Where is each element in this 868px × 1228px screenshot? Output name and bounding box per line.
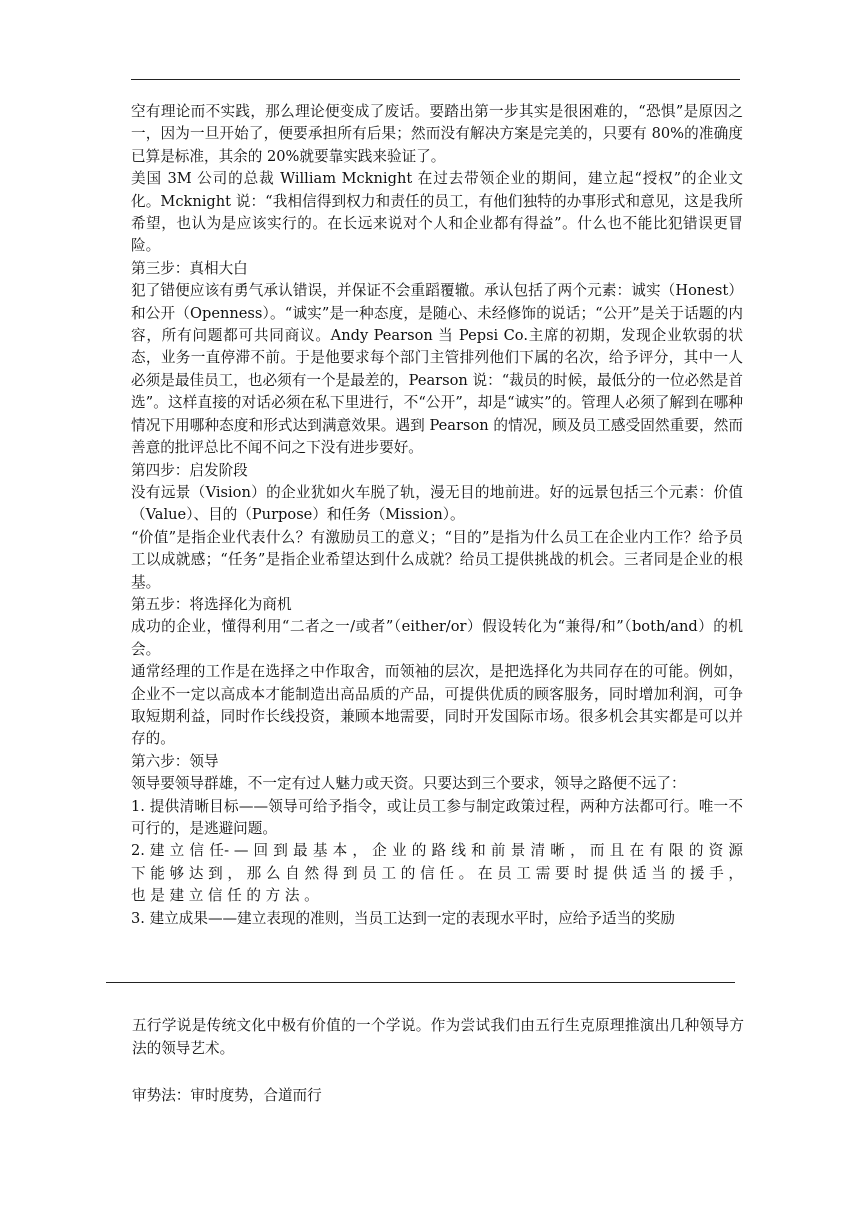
- paragraph-coexist-choices: 通常经理的工作是在选择之中作取舍，而领袖的层次，是把选择化为共同存在的可能。例如，企业不一定以高成本才能制造出高品质的产品，可提供优质的顾客服务，同时增加利润，可争取短期利益，同时作长线投资，兼顾本地需要，同时开发国际市场。很多机会其实都是可以并存的。: [131, 663, 743, 748]
- list-item-clear-goals: 1. 提供清晰目标——领导可给予指令，或让员工参与制定政策过程，两种方法都可行。唯一不可行的，是逃避问题。: [131, 797, 743, 837]
- five-elements-section: [132, 1015, 744, 1108]
- paragraph-3m-empowerment: 美国 3M 公司的总裁 William Mcknight 在过去带领企业的期间，建立起“授权”的企业文化。Mcknight 说：“我相信得到权力和责任的员工，有他们独特的办事形式和意见，这是我所希望，也认为是应该实行的。在长远来说对个人和企业都有得益”。什么也不能比犯错误更冒险。: [131, 170, 743, 255]
- paragraph-admit-mistakes: 犯了错便应该有勇气承认错误，并保证不会重蹈覆辙。承认包括了两个元素：诚实（Honest）和公开（Openness）。“诚实”是一种态度，是随心、未经修饰的说话；“公开”是关于话题的内容，所有问题都可共同商议。Andy Pearson 当 Pepsi Co.主席的初期，发现企业软弱的状态，业务一直停滞不前。于是他要求每个部门主管排列他们下属的名次，给予评分，其中一人必须是最佳员工，也必须有一个是最差的，Pearson 说：“裁员的时候，最低分的一位必然是首选”。这样直接的对话必须在私下里进行，不“公开”，却是“诚实”的。管理人必须了解到在哪种情况下用哪种态度和形式达到满意效果。遇到 Pearson 的情况，顾及员工感受固然重要，然而善意的批评总比不闻不问之下没有进步要好。: [131, 282, 743, 457]
- heading-step-three: 第三步：真相大白: [131, 259, 248, 277]
- list-item-build-results: 3. 建立成果——建立表现的准则，当员工达到一定的表现水平时，应给予适当的奖励: [131, 909, 675, 927]
- article-section: [131, 101, 743, 930]
- list-item-build-trust: 2. 建 立 信 任- — 回 到 最 基 本 ， 企 业 的 路 线 和 前 景 清 晰 ， 而 且 在 有 限 的 资 源 下 能 够 达 到 ， 那 么 自 然 得 到 员 工 的 信 任 。 在 员 工 需 要 时 提 供 适 当 的 援 手 ， 也 是 建 立 信 任 的 方 法 。: [131, 842, 743, 905]
- paragraph-value-purpose-mission: “价值”是指企业代表什么？有激励员工的意义；“目的”是指为什么员工在企业内工作？给予员工以成就感；“任务”是指企业希望达到什么成就？给员工提供挑战的机会。三者同是企业的根基。: [131, 528, 743, 591]
- header-rule: [131, 79, 740, 80]
- paragraph-five-elements-intro: 五行学说是传统文化中极有价值的一个学说。作为尝试我们由五行生克原理推演出几种领导方法的领导艺术。: [132, 1017, 744, 1057]
- paragraph-vision: 没有远景（Vision）的企业犹如火车脱了轨，漫无目的地前进。好的远景包括三个元素：价值（Value）、目的（Purpose）和任务（Mission）。: [131, 483, 743, 524]
- paragraph-theory-practice: 空有理论而不实践，那么理论便变成了废话。要踏出第一步其实是很困难的，“恐惧”是原因之一，因为一旦开始了，便要承担所有后果；然而没有解决方案是完美的，只要有 80%的准确度已算是标准，其余的 20%就要靠实践来验证了。: [131, 103, 743, 165]
- heading-step-six: 第六步：领导: [131, 752, 219, 770]
- paragraph-method-shenshi: 审势法：审时度势，合道而行: [132, 1087, 322, 1105]
- paragraph-leadership-requirements: 领导要领导群雄，不一定有过人魅力或天资。只要达到三个要求，领导之路便不远了：: [131, 775, 686, 793]
- heading-step-five: 第五步：将选择化为商机: [131, 595, 292, 613]
- section-divider: [106, 982, 735, 983]
- blank-line: [132, 1060, 744, 1085]
- heading-step-four: 第四步：启发阶段: [131, 461, 248, 479]
- paragraph-either-or: 成功的企业，懂得利用“二者之一/或者”（either/or）假设转化为“兼得/和”（both/and）的机会。: [131, 618, 743, 658]
